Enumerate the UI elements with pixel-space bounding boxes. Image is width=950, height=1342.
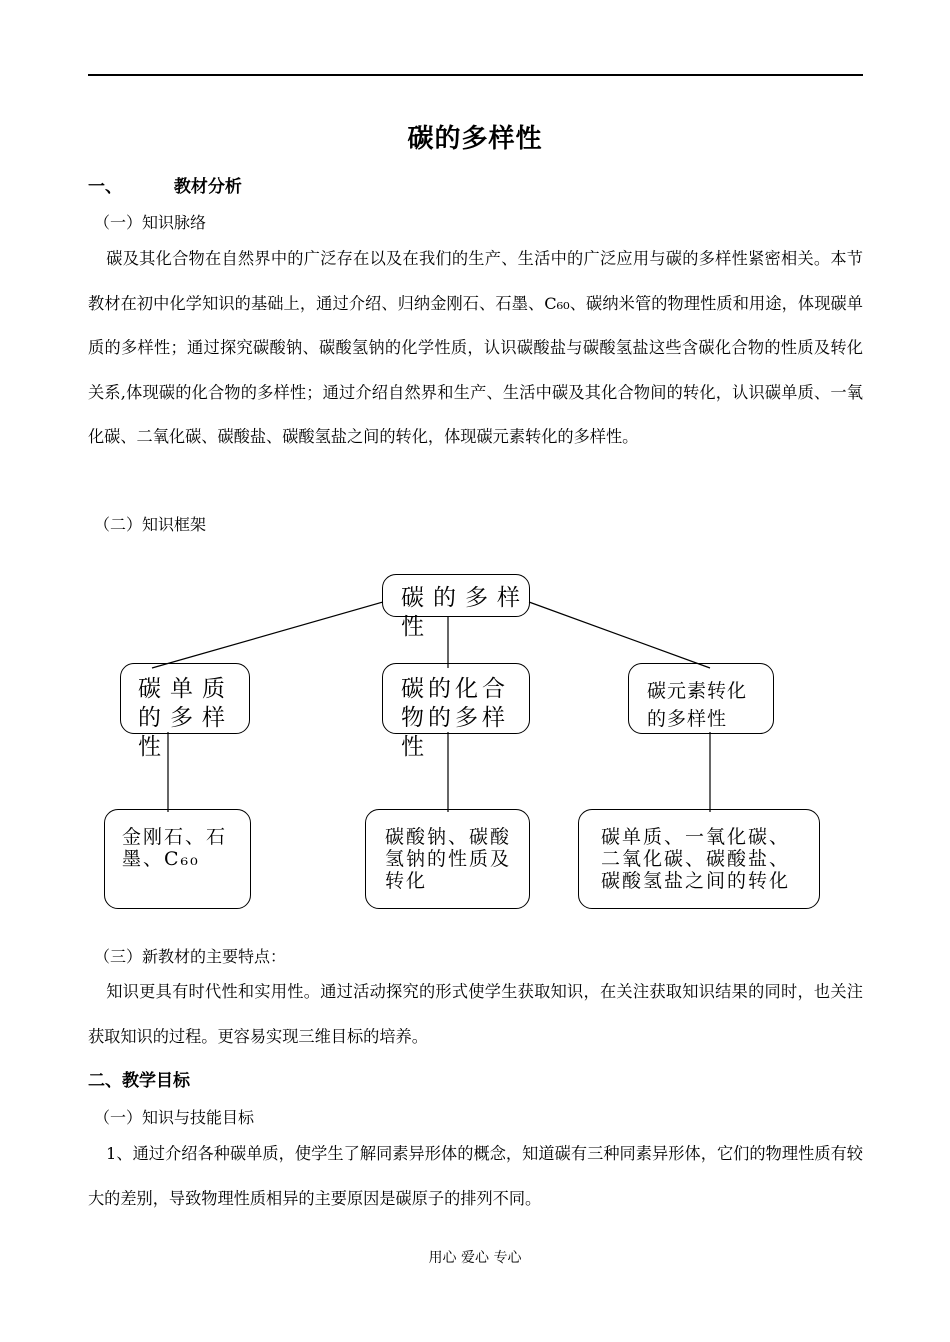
section1-heading-num: 一、 xyxy=(88,177,122,197)
node-carbon-compounds-label: 碳的化合物的多样性 xyxy=(401,676,509,760)
subheading-new-features: （三）新教材的主要特点： xyxy=(94,947,287,966)
paragraph-knowledge-skills-1: 1、通过介绍各种碳单质，使学生了解同素异形体的概念，知道碳有三种同素异形体，它们的物理性质有较大的差别，导致物理性质相异的主要原因是碳原子的排列不同。 xyxy=(88,1144,863,1208)
node-conversions-label: 碳单质、一氧化碳、二氧化碳、碳酸盐、碳酸氢盐之间的转化 xyxy=(601,826,791,892)
section1-heading-text: 教材分析 xyxy=(173,177,242,197)
header-rule xyxy=(88,74,863,76)
node-carbonates-label: 碳酸钠、碳酸氢钠的性质及转化 xyxy=(385,826,512,892)
section2-heading: 二、教学目标 xyxy=(88,1071,190,1091)
connector-root-left xyxy=(152,602,383,668)
node-carbon-transformation-label: 碳元素转化的多样性 xyxy=(647,680,748,730)
node-root-label: 碳的多样性 xyxy=(401,585,529,640)
subheading-knowledge-framework: （二）知识框架 xyxy=(94,515,207,534)
node-allotropes-label: 金刚石、石墨、C₆₀ xyxy=(122,826,228,870)
subheading-knowledge-context: （一）知识脉络 xyxy=(94,213,207,232)
connector-root-right xyxy=(529,602,710,668)
paragraph-new-features: 知识更具有时代性和实用性。通过活动探究的形式使学生获取知识，在关注获取知识结果的同时，也关注获取知识的过程。更容易实现三维目标的培养。 xyxy=(88,982,863,1046)
node-elemental-carbon-label: 碳单质的多样性 xyxy=(138,676,234,760)
paragraph-knowledge-context: 碳及其化合物在自然界中的广泛存在以及在我们的生产、生活中的广泛应用与碳的多样性紧密相关。本节教材在初中化学知识的基础上，通过介绍、归纳金刚石、石墨、C₆₀、碳纳米管的物理性质和用途，体现碳单质的多样性；通过探究碳酸钠、碳酸氢钠的化学性质，认识碳酸盐与碳酸氢盐这些含碳化合物的性质及转化关系,体现碳的化合物的多样性；通过介绍自然界和生产、生活中碳及其化合物间的转化，认识碳单质、一氧化碳、二氧化碳、碳酸盐、碳酸氢盐之间的转化，体现碳元素转化的多样性。 xyxy=(88,249,863,446)
page-footer: 用心 爱心 专心 xyxy=(428,1250,522,1266)
page-title: 碳的多样性 xyxy=(407,124,543,154)
subheading-knowledge-skills: （一）知识与技能目标 xyxy=(94,1108,255,1127)
section1-heading xyxy=(88,172,242,197)
